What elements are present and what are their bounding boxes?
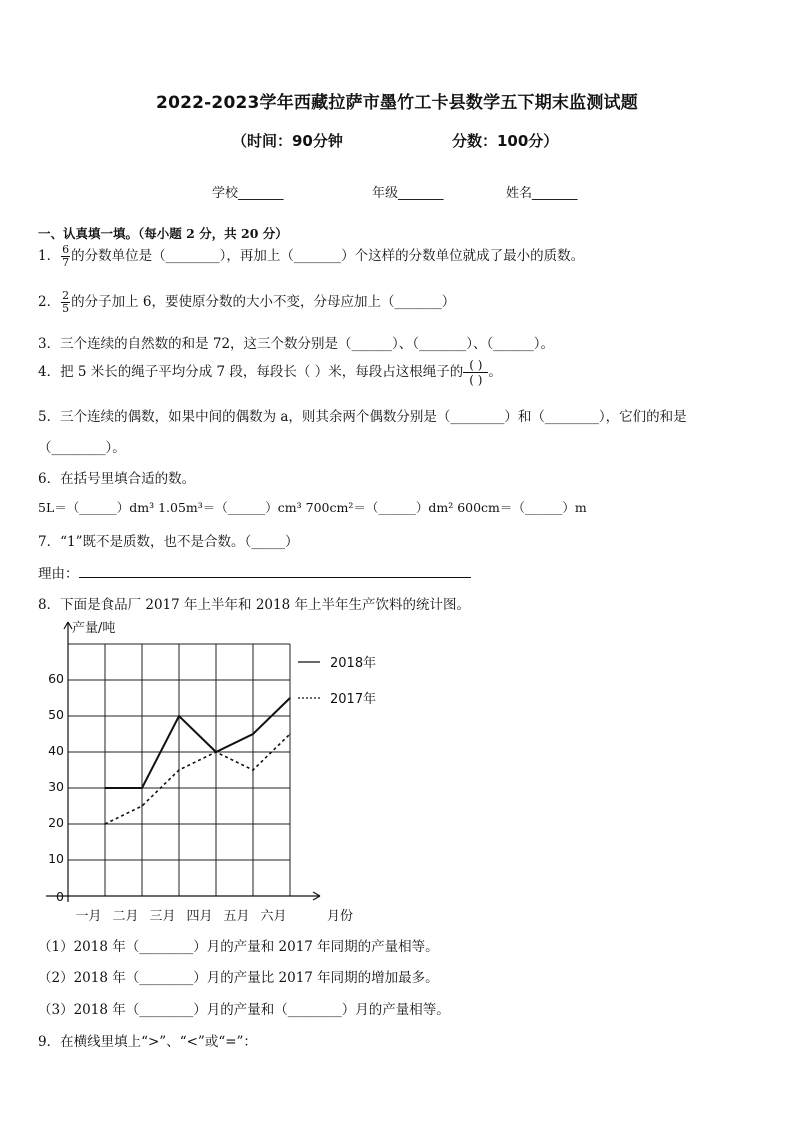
production-line-chart <box>0 612 420 930</box>
question-8: 8．下面是食品厂 2017 年上半年和 2018 年上半年生产饮料的统计图。 <box>38 597 470 613</box>
chart-labels <box>48 620 353 924</box>
question-3: 3．三个连续的自然数的和是 72，这三个数分别是（______）、（_______）、（______）。 <box>38 336 555 352</box>
fraction-denominator: 5 <box>62 302 70 315</box>
data-point <box>215 751 217 753</box>
y-tick-label: 40 <box>48 743 64 758</box>
fraction <box>61 290 70 315</box>
fraction-denominator: 7 <box>62 256 70 269</box>
fraction-denominator: ( ) <box>469 373 483 387</box>
question-4 <box>38 358 502 387</box>
series-line-2017年 <box>105 734 290 824</box>
y-tick-label: 60 <box>48 671 64 686</box>
y-tick-label: 20 <box>48 815 64 830</box>
question-text: 的分数单位是（________），再加上（_______）个这样的分数单位就成了最小的质数。 <box>71 248 585 264</box>
question-text: 的分子加上 6，要使原分数的大小不变，分母应加上（_______） <box>71 294 456 310</box>
data-point <box>141 805 143 807</box>
question-5-line-2: （________）。 <box>38 440 126 456</box>
question-8-sub-1: （1）2018 年（________）月的产量和 2017 年同期的产量相等。 <box>38 939 439 955</box>
question-7: 7．“1”既不是质数，也不是合数。（_____） <box>38 534 299 550</box>
legend-label: 2018年 <box>330 656 377 671</box>
data-point <box>104 787 106 789</box>
x-tick-label: 五月 <box>223 909 250 924</box>
page-title: 2022-2023学年西藏拉萨市墨竹工卡县数学五下期末监测试题 <box>156 93 638 113</box>
data-point <box>141 787 143 789</box>
data-point <box>104 823 106 825</box>
fraction <box>61 244 70 269</box>
y-axis-label: 产量/吨 <box>72 621 116 636</box>
data-point <box>252 733 254 735</box>
x-tick-label: 三月 <box>149 909 176 924</box>
chart-legend <box>298 655 376 707</box>
data-point <box>178 715 180 717</box>
question-text: 4．把 5 米长的绳子平均分成 7 段，每段长（ ）米，每段占这根绳子的 <box>38 364 464 380</box>
legend-label: 2017年 <box>330 692 377 707</box>
question-9: 9．在横线里填上“>”、“<”或“=”： <box>38 1034 257 1050</box>
x-tick-label: 四月 <box>186 909 213 924</box>
question-number: 1． <box>38 248 61 264</box>
y-tick-label: 0 <box>56 889 64 904</box>
reason-label: 理由： <box>38 566 79 582</box>
reason-row <box>38 562 471 582</box>
question-8-sub-3: （3）2018 年（________）月的产量和（________）月的产量相等。 <box>38 1002 450 1018</box>
x-tick-label: 六月 <box>260 909 287 924</box>
question-2 <box>38 290 455 315</box>
section-heading: 一、认真填一填。（每小题 2 分，共 20 分） <box>38 226 288 241</box>
data-point <box>289 733 291 735</box>
question-6-fill: 5L＝（______）dm³ 1.05m³＝（______）cm³ 700cm²＝（______）dm² 600cm＝（______）m <box>38 500 587 515</box>
y-tick-label: 10 <box>48 851 64 866</box>
data-point <box>178 769 180 771</box>
y-tick-label: 50 <box>48 707 64 722</box>
question-8-sub-2: （2）2018 年（________）月的产量比 2017 年同期的增加最多。 <box>38 970 439 986</box>
question-text-end: 。 <box>488 364 502 380</box>
fraction-numerator: 2 <box>62 289 70 302</box>
data-point <box>289 697 291 699</box>
exam-score: 分数：100分） <box>452 132 559 150</box>
fraction-numerator: 6 <box>62 243 70 256</box>
question-number: 2． <box>38 294 61 310</box>
grade-field[interactable]: 年级_______ <box>372 186 444 201</box>
y-tick-label: 30 <box>48 779 64 794</box>
x-axis-label: 月份 <box>326 909 354 924</box>
fraction-numerator: ( ) <box>463 358 488 373</box>
name-field[interactable]: 姓名_______ <box>506 186 578 201</box>
question-6: 6．在括号里填合适的数。 <box>38 471 196 487</box>
blank-fraction[interactable] <box>463 358 488 387</box>
question-1 <box>38 244 584 269</box>
data-point <box>252 769 254 771</box>
x-tick-label: 二月 <box>112 909 139 924</box>
question-5-line-1: 5．三个连续的偶数，如果中间的偶数为 a，则其余两个偶数分别是（________）和（________），它们的和是 <box>38 409 687 425</box>
exam-time: （时间：90分钟 <box>232 132 343 150</box>
reason-answer-line[interactable] <box>79 563 471 578</box>
x-tick-label: 一月 <box>75 909 102 924</box>
series-line-2018年 <box>105 698 290 788</box>
school-field[interactable]: 学校_______ <box>212 186 284 201</box>
